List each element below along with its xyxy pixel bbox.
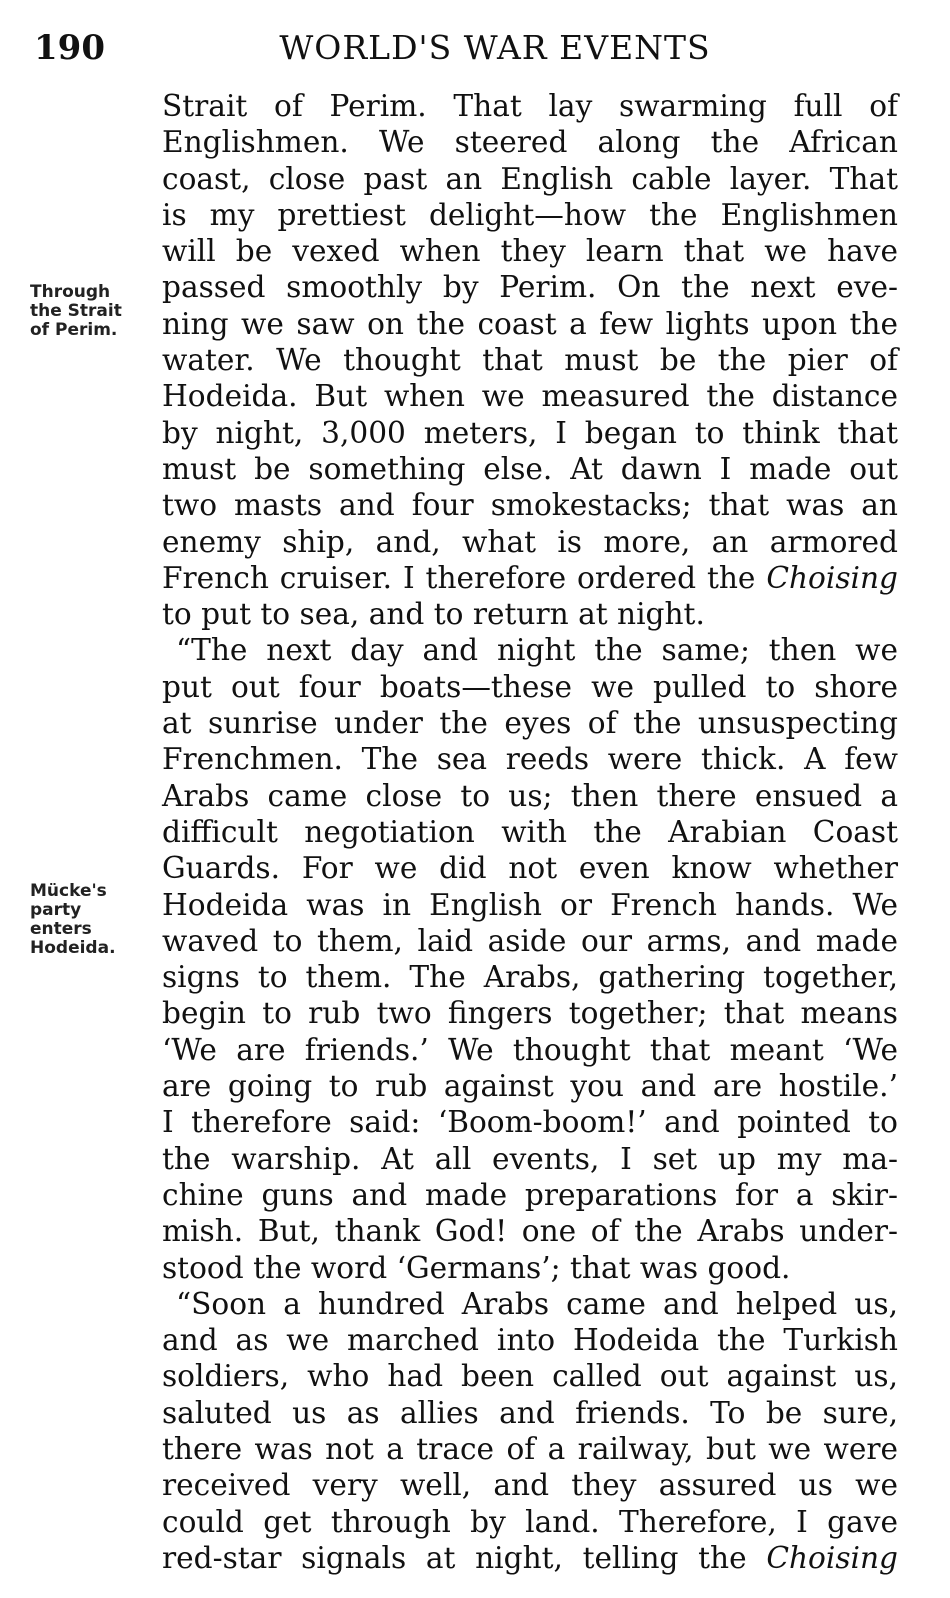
text-line: Englishmen. We steered along the African [162,125,898,160]
sidenote-line: enters [30,919,92,939]
text-line: I therefore said: ‘Boom-boom!’ and pointed to [162,1105,898,1140]
sidenote-line: Mücke's [30,881,107,901]
text-line: soldiers, who had been called out against us, [162,1359,898,1394]
text-line: water. We thought that must be the pier of [162,343,898,378]
text-line: is my prettiest delight—how the Englishmen [162,197,898,232]
text-line [162,1540,898,1576]
ship-name: Choising [766,1540,898,1575]
text-line: Frenchmen. The sea reeds were thick. A few [162,742,898,777]
sidenote-line: party [30,900,82,920]
text-line: received very well, and they assured us we [162,1468,898,1503]
text-line: Hodeida was in English or French hands. We [162,887,898,922]
text-line: begin to rub two fingers together; that means [162,996,898,1031]
text-line: mish. But, thank God! one of the Arabs under- [162,1214,898,1249]
text-line: two masts and four smokestacks; that was an [162,488,898,523]
text-line: ning we saw on the coast a few lights upon the [162,306,898,341]
sidenote-muckes-party [30,882,155,958]
ship-name: Choising [766,560,898,595]
text-line: must be something else. At dawn I made out [162,451,898,486]
text-line: difficult negotiation with the Arabian Coast [162,814,898,849]
text-line [162,560,898,596]
text-line: will be vexed when they learn that we have [162,234,898,269]
text-line: to put to sea, and to return at night. [162,597,705,632]
page-number: 190 [34,28,105,68]
sidenote-line: the Strait [30,301,122,321]
text-line: could get through by land. Therefore, I gave [162,1504,898,1539]
text-line: “Soon a hundred Arabs came and helped us, [176,1286,898,1321]
text-line: coast, close past an English cable layer. That [162,161,898,196]
text-line: Arabs came close to us; then there ensued a [162,778,898,813]
sidenote-line: Hodeida. [30,938,116,958]
text-line: are going to rub against you and are hostile.’ [162,1069,898,1104]
text-line: stood the word ‘Germans’; that was good. [162,1250,791,1285]
text-line: there was not a trace of a railway, but we were [162,1431,898,1466]
text-line: signs to them. The Arabs, gathering together, [162,960,898,995]
text-line: by night, 3,000 meters, I began to think that [162,415,898,450]
text-line: put out four boats—these we pulled to shore [162,669,898,704]
text-line: ‘We are friends.’ We thought that meant ‘We [162,1032,898,1067]
text-line: Guards. For we did not even know whether [162,851,898,886]
sidenote-through-the-strait [30,283,155,340]
text-line: chine guns and made preparations for a skir- [162,1177,898,1212]
text-line: enemy ship, and, what is more, an armored [162,524,898,559]
text-line: the warship. At all events, I set up my ma- [162,1141,898,1176]
body-text [162,88,898,1576]
text-line: Strait of Perim. That lay swarming full of [162,89,898,123]
text-segment: red-star signals at night, telling the [162,1540,747,1575]
text-line: “The next day and night the same; then we [176,633,898,668]
text-line: waved to them, laid aside our arms, and made [162,923,898,958]
text-line: passed smoothly by Perim. On the next eve- [162,270,898,305]
text-line: and as we marched into Hodeida the Turkish [162,1323,898,1358]
running-head: WORLD'S WAR EVENTS [279,28,711,67]
sidenote-line: Through [30,282,111,302]
text-line: saluted us as allies and friends. To be sure, [162,1395,898,1430]
text-line: at sunrise under the eyes of the unsuspecting [162,706,898,741]
text-line: Hodeida. But when we measured the distance [162,379,898,414]
sidenote-line: of Perim. [30,320,118,340]
text-segment: French cruiser. I therefore ordered the [162,560,756,595]
